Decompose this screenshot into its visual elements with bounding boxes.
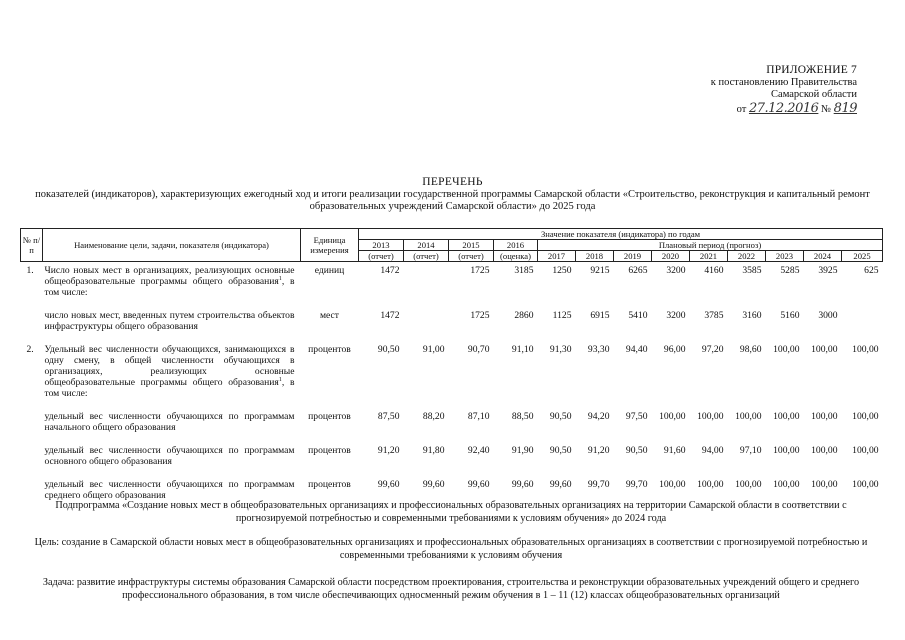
appendix-date-number bbox=[687, 100, 857, 117]
value-cell: 97,20 bbox=[701, 344, 724, 355]
table-row bbox=[21, 469, 883, 503]
value-cell: 5160 bbox=[780, 310, 800, 321]
appendix-line-3: Самарской области bbox=[771, 89, 857, 100]
row-name-text: число новых мест, введенных путем строительства объектов инфраструктуры общего образования bbox=[44, 310, 295, 332]
value-cell: 625 bbox=[864, 265, 879, 276]
value-cell: 3160 bbox=[742, 310, 762, 321]
goal-text: Цель: создание в Самарской области новых мест в общеобразовательных организациях и профессиональных образовательных организациях в соответствии с прогнозируемой потребностью и современными требованиями к условиям обучения bbox=[34, 537, 868, 561]
row-name bbox=[43, 469, 301, 503]
value-cell: 91,80 bbox=[422, 445, 445, 456]
value-cell: 3200 bbox=[666, 310, 686, 321]
value-cell: 90,70 bbox=[467, 344, 490, 355]
document-title-block bbox=[30, 176, 875, 214]
value-cell: 9215 bbox=[590, 265, 610, 276]
header-plan-year: 2017 bbox=[538, 251, 576, 262]
row-number: 1. bbox=[26, 265, 34, 276]
table-row bbox=[21, 401, 883, 435]
header-plan-year: 2022 bbox=[728, 251, 766, 262]
header-unit: Единица измерения bbox=[301, 229, 359, 262]
footnote-mark: 1 bbox=[278, 376, 282, 383]
value-cell: 91,20 bbox=[587, 445, 610, 456]
value-cell: 87,10 bbox=[467, 411, 490, 422]
value-cell: 88,50 bbox=[511, 411, 534, 422]
table-row bbox=[21, 435, 883, 469]
value-cell: 6265 bbox=[628, 265, 648, 276]
document-heading: ПЕРЕЧЕНЬ bbox=[422, 176, 483, 188]
row-number bbox=[21, 401, 43, 435]
header-year: 2014 bbox=[404, 240, 449, 251]
value-cell: 100,00 bbox=[811, 445, 838, 456]
value-cell: 90,50 bbox=[549, 445, 572, 456]
number-prefix: № bbox=[821, 103, 832, 115]
value-cell: 96,00 bbox=[663, 344, 686, 355]
row-unit: мест bbox=[319, 310, 340, 321]
value-cell: 99,60 bbox=[467, 479, 490, 490]
row-name bbox=[43, 300, 301, 334]
value-cell: 91,30 bbox=[549, 344, 572, 355]
row-name-text: Число новых мест в организациях, реализующих основные общеобразовательные программы общего образования bbox=[44, 265, 295, 287]
value-cell: 88,20 bbox=[422, 411, 445, 422]
value-cell: 3585 bbox=[742, 265, 762, 276]
value-cell: 2860 bbox=[514, 310, 534, 321]
value-cell: 100,00 bbox=[773, 344, 800, 355]
header-name: Наименование цели, задачи, показателя (индикатора) bbox=[43, 229, 301, 262]
value-cell: 99,60 bbox=[422, 479, 445, 490]
header-plan-year: 2021 bbox=[690, 251, 728, 262]
value-cell: 1472 bbox=[380, 310, 400, 321]
value-cell: 5410 bbox=[628, 310, 648, 321]
value-cell: 90,50 bbox=[549, 411, 572, 422]
value-cell: 94,00 bbox=[701, 445, 724, 456]
table-body bbox=[21, 262, 883, 504]
handwritten-number: 819 bbox=[833, 100, 857, 116]
value-cell: 100,00 bbox=[735, 479, 762, 490]
value-cell: 100,00 bbox=[811, 344, 838, 355]
row-name-tail: , в том числе: bbox=[44, 377, 295, 399]
row-name bbox=[43, 334, 301, 401]
value-cell: 99,60 bbox=[549, 479, 572, 490]
value-cell: 6915 bbox=[590, 310, 610, 321]
value-cell: 90,50 bbox=[625, 445, 648, 456]
value-cell: 100,00 bbox=[811, 479, 838, 490]
value-cell: 99,60 bbox=[511, 479, 534, 490]
value-cell: 5285 bbox=[780, 265, 800, 276]
document-subtitle: показателей (индикаторов), характеризующих ежегодный ход и итоги реализации государственной программы Самарской области «Строительство, реконструкция и капитальный ремонт образовательных учреждений Самарской области» до 2025 года bbox=[35, 188, 870, 212]
value-cell: 99,70 bbox=[587, 479, 610, 490]
handwritten-date: 27.12.2016 bbox=[748, 100, 819, 116]
indicators-table bbox=[20, 228, 883, 503]
row-unit: единиц bbox=[314, 265, 345, 276]
header-year: 2013 bbox=[359, 240, 404, 251]
value-cell: 3785 bbox=[704, 310, 724, 321]
value-cell bbox=[842, 300, 883, 334]
value-cell: 3000 bbox=[818, 310, 838, 321]
value-cell: 93,30 bbox=[587, 344, 610, 355]
value-cell: 100,00 bbox=[773, 411, 800, 422]
row-name-tail: , в том числе: bbox=[44, 276, 295, 298]
value-cell: 100,00 bbox=[852, 445, 879, 456]
value-cell: 100,00 bbox=[852, 411, 879, 422]
value-cell: 4160 bbox=[704, 265, 724, 276]
row-name-text: удельный вес численности обучающихся по программам среднего общего образования bbox=[44, 479, 295, 501]
header-plan-group: Плановый период (прогноз) bbox=[538, 240, 883, 251]
row-unit: процентов bbox=[308, 479, 351, 490]
appendix-title: ПРИЛОЖЕНИЕ 7 bbox=[766, 64, 857, 76]
subprogram-text: Подпрограмма «Создание новых мест в общеобразовательных организациях и профессиональных образовательных организациях на территории Самарской области в соответствии с прогнозируемой потребностью и современными требованиями к условиям обучения» до 2024 года bbox=[55, 500, 847, 524]
footnote-mark: 1 bbox=[278, 275, 282, 282]
header-plan-year: 2025 bbox=[842, 251, 883, 262]
row-name bbox=[43, 401, 301, 435]
header-year-note: (оценка) bbox=[494, 251, 538, 262]
task-text: Задача: развитие инфраструктуры системы образования Самарской области посредством проектирования, строительства и реконструкции образовательных учреждений общего и среднего профессионального образования, в том числе обеспечивающих односменный режим обучения в 1 – 11 (12) классах общеобразовательных организаций bbox=[42, 577, 860, 601]
value-cell: 91,00 bbox=[422, 344, 445, 355]
header-plan-year: 2023 bbox=[766, 251, 804, 262]
row-number bbox=[21, 469, 43, 503]
header-year-note: (отчет) bbox=[404, 251, 449, 262]
date-prefix: от bbox=[736, 103, 747, 115]
value-cell: 91,10 bbox=[511, 344, 534, 355]
row-unit: процентов bbox=[308, 411, 351, 422]
value-cell: 100,00 bbox=[659, 479, 686, 490]
value-cell: 100,00 bbox=[852, 479, 879, 490]
value-cell: 92,40 bbox=[467, 445, 490, 456]
value-cell: 91,20 bbox=[377, 445, 400, 456]
header-plan-year: 2020 bbox=[652, 251, 690, 262]
value-cell: 3185 bbox=[514, 265, 534, 276]
value-cell: 97,50 bbox=[625, 411, 648, 422]
row-name bbox=[43, 435, 301, 469]
value-cell bbox=[404, 262, 449, 301]
value-cell: 100,00 bbox=[697, 411, 724, 422]
value-cell: 99,70 bbox=[625, 479, 648, 490]
value-cell: 91,60 bbox=[663, 445, 686, 456]
value-cell: 100,00 bbox=[659, 411, 686, 422]
value-cell: 100,00 bbox=[697, 479, 724, 490]
row-unit: процентов bbox=[308, 445, 351, 456]
value-cell bbox=[404, 300, 449, 334]
table-row bbox=[21, 262, 883, 301]
header-year: 2015 bbox=[449, 240, 494, 251]
value-cell: 90,50 bbox=[377, 344, 400, 355]
appendix-line-2: к постановлению Правительства bbox=[710, 76, 857, 88]
header-values-group: Значение показателя (индикатора) по годам bbox=[359, 229, 883, 240]
appendix-block bbox=[687, 64, 857, 116]
value-cell: 1472 bbox=[380, 265, 400, 276]
value-cell: 97,10 bbox=[739, 445, 762, 456]
value-cell: 3200 bbox=[666, 265, 686, 276]
row-number bbox=[21, 300, 43, 334]
header-year: 2016 bbox=[494, 240, 538, 251]
header-year-note: (отчет) bbox=[449, 251, 494, 262]
row-unit: процентов bbox=[308, 344, 351, 355]
table-row bbox=[21, 334, 883, 401]
value-cell: 1725 bbox=[470, 265, 490, 276]
value-cell: 100,00 bbox=[773, 445, 800, 456]
value-cell: 87,50 bbox=[377, 411, 400, 422]
header-num: № п/п bbox=[21, 229, 43, 262]
value-cell: 99,60 bbox=[377, 479, 400, 490]
value-cell: 1250 bbox=[552, 265, 572, 276]
value-cell: 100,00 bbox=[773, 479, 800, 490]
value-cell: 91,90 bbox=[511, 445, 534, 456]
row-name bbox=[43, 262, 301, 301]
header-year-note: (отчет) bbox=[359, 251, 404, 262]
value-cell: 94,40 bbox=[625, 344, 648, 355]
value-cell: 100,00 bbox=[735, 411, 762, 422]
value-cell: 1125 bbox=[552, 310, 572, 321]
header-plan-year: 2018 bbox=[576, 251, 614, 262]
row-name-text: Удельный вес численности обучающихся, занимающихся в одну смену, в общей численности обучающихся в организациях, реализующих основные общеобразовательные программы общего образования bbox=[44, 344, 295, 388]
value-cell: 94,20 bbox=[587, 411, 610, 422]
row-name-text: удельный вес численности обучающихся по программам основного общего образования bbox=[44, 445, 295, 467]
value-cell: 100,00 bbox=[852, 344, 879, 355]
value-cell: 100,00 bbox=[811, 411, 838, 422]
header-plan-year: 2019 bbox=[614, 251, 652, 262]
row-name-text: удельный вес численности обучающихся по программам начального общего образования bbox=[44, 411, 295, 433]
row-number: 2. bbox=[26, 344, 34, 355]
row-number bbox=[21, 435, 43, 469]
value-cell: 98,60 bbox=[739, 344, 762, 355]
header-plan-year: 2024 bbox=[804, 251, 842, 262]
table-row bbox=[21, 300, 883, 334]
value-cell: 1725 bbox=[470, 310, 490, 321]
value-cell: 3925 bbox=[818, 265, 838, 276]
